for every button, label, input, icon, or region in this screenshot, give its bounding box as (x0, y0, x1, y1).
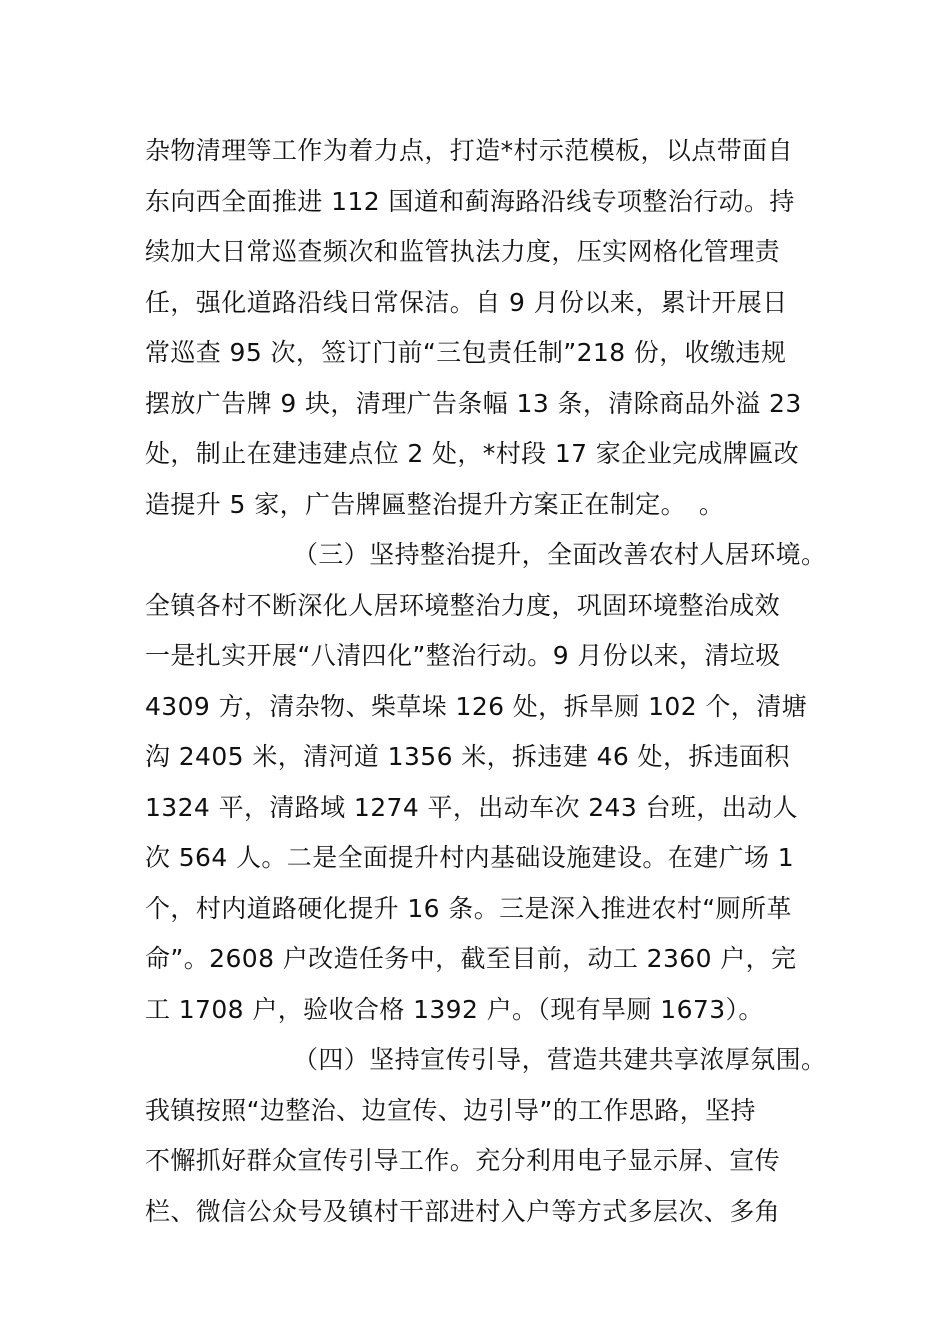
text-line: 我镇按照“边整治、边宣传、边引导”的工作思路，坚持 (145, 1095, 756, 1125)
text-line: 个，村内道路硬化提升 16 条。三是深入推进农村“厕所革 (145, 893, 792, 923)
text-line: 栏、微信公众号及镇村干部进村入户等方式多层次、多角 (145, 1196, 781, 1226)
text-line: 次 564 人。二是全面提升村内基础设施建设。在建广场 1 (145, 843, 795, 872)
text-line: 造提升 5 家，广告牌匾整治提升方案正在制定。 。 (145, 489, 725, 519)
text-line: 4309 方，清杂物、柴草垛 126 处，拆旱厕 102 个，清塘 (145, 691, 807, 721)
text-line: 摆放广告牌 9 块，清理广告条幅 13 条，清除商品外溢 23 (145, 388, 802, 418)
text-line: 不懈抓好群众宣传引导工作。充分利用电子显示屏、宣传 (145, 1146, 781, 1175)
text-line: 命”。2608 户改造任务中，截至目前，动工 2360 户，完 (145, 944, 797, 973)
text-line: 杂物清理等工作为着力点，打造*村示范模板，以点带面自 (145, 136, 793, 165)
text-line: 工 1708 户，验收合格 1392 户。（现有旱厕 1673）。 (145, 994, 764, 1024)
text-line: 沟 2405 米，清河道 1356 米，拆违建 46 处，拆违面积 (145, 742, 790, 771)
text-line: 一是扎实开展“八清四化”整治行动。9 月份以来，清垃圾 (145, 641, 781, 670)
text-line: 处，制止在建违建点位 2 处，*村段 17 家企业完成牌匾改 (145, 439, 800, 468)
text-line: 东向西全面推进 112 国道和蓟海路沿线专项整治行动。持 (145, 186, 795, 216)
text-line: 1324 平，清路域 1274 平，出动车次 243 台班，出动人 (145, 792, 798, 822)
text-line: 续加大日常巡查频次和监管执法力度，压实网格化管理责 (145, 237, 781, 266)
text-line: 任，强化道路沿线日常保洁。自 9 月份以来，累计开展日 (145, 287, 788, 317)
section-heading-4: （四）坚持宣传引导，营造共建共享浓厚氛围。 (293, 1045, 827, 1074)
body-text (145, 126, 825, 1237)
text-line: 常巡查 95 次，签订门前“三包责任制”218 份，收缴违规 (145, 338, 787, 367)
section-heading-3: （三）坚持整治提升，全面改善农村人居环境。 (293, 540, 827, 569)
text-line: 全镇各村不断深化人居环境整治力度，巩固环境整治成效 (145, 590, 781, 620)
